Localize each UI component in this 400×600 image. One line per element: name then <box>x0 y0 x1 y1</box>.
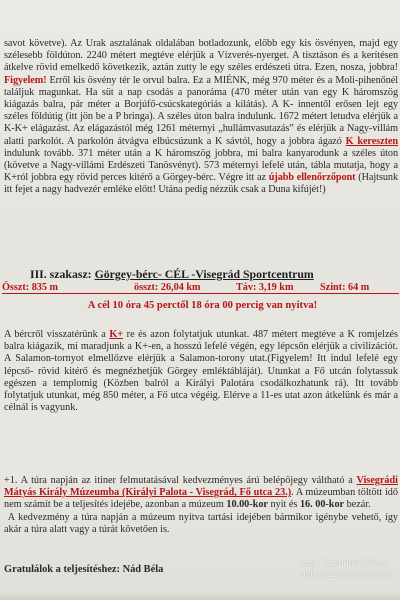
warning-text: Figyelem! <box>4 74 47 86</box>
section-3-header <box>2 267 375 311</box>
closing-time: 16. 00-kor <box>299 499 345 511</box>
opening-time: 10.00-kor <box>226 499 268 511</box>
route-paragraph <box>4 38 398 197</box>
paragraph-text: (Hajtsunk itt fejet a nagy hadvezér emléke előtt! Utána pedig nézzük csak a Duna kifújét!) <box>4 172 398 196</box>
route-paragraph: A bércről visszatérünk a K+ re és azon folytatjuk utunkat. 487 métert megtéve a K romjelzés balra kiágazik, mi maradjunk a K+-en, a hosszú lefelé végén, egy lépcsőn elérjük a civilizációt. A Salamon-tornyot elmellőzve elérjük a Salamon-torony utat.(Figyelem! Itt indul lefelé egy lépcső- rövid kitérő és megnézhetjük Görgey emléktábláját). Utunkat a Fő utcán folytassuk egészen a templomig (Közben balról a Királyi Palotára csodálkozhatunk rá). Itt tovább folytatjuk utunkat, még 850 méter, a Fő utca végéig. Elérve a 11-es utat azon átkelünk és már a célnál is vagyunk. <box>4 329 399 414</box>
stats-underline <box>2 293 399 294</box>
paragraph-text: savot követve). Az Urak asztalának oldalában botladozunk, előbb egy kis ösvényen, majd egy szélesebb földúton. 2240 métert megtéve elérjük a Vízverés-nyerget. A tisztáson és a kerítésen átkelve rövid emelkedő következik, aztán zutty le egy széles erdészeti útra. Ezen, nosza, jobbra! <box>4 38 398 74</box>
watermark-url: http://szendreigabor.hu <box>300 569 392 579</box>
stat-total: Összt: 835 m <box>2 282 59 293</box>
route-description-section-3 <box>4 329 398 414</box>
watermark-credit: fotó : Szendrei Gábor <box>300 558 386 568</box>
museum-paragraph: +1. A túra napján az itiner felmutatásával kedvezményes árú belépőjegy váltható a Visegrádi Mátyás Király Múzeumba (Királyi Palota - Visegrád, Fő utca 23.). A múzeumban töltött idő nem számít be a teljesítés idejébe, azonban a múzeum 10.00-kor nyit és 16. 00-kor bezár. <box>4 475 398 511</box>
route-description-section-2 <box>4 38 398 197</box>
stat-distance: Táv: 3,19 km <box>236 282 294 293</box>
paragraph-text: Erről kis ösvény tér le orvul balra. Ez a MIÉNK, még 970 méter és a Moli-pihenőnél találjuk magunkat. Ha süt a nap csodás a panoráma (470 méter után van egy K háromszög kiágazás balra, pár méter a Borjúfő-csúcskategóriás a kilátás). A K- innentől erősen lejt egy széles földútig (itt jön be a P bringa). A széles úton balra indulunk. 1672 métert letudva elérjük a K-K+ elágazást. Az elágazástól még 1261 méternyi „hullámvasutazás” és elérjük a Nagy-villám alatti parkolót. A parkolón átvágva elbúcsúzunk a K sávtól, hogy a jobbra ágazó <box>4 74 398 147</box>
signoff: Gratulálok a teljesítéshez: Nád Béla <box>4 564 164 575</box>
paragraph-text: indulunk tovább. 371 méter után a K háromszög jobbra, mi balra kanyarodunk a széles úton (követve a Nagy-villámi Erdészeti Tanösvényt). 573 méternyi lefelé után, tábla mutatja, hogy a K+ról jobbra egy rövid perces kitérő a Görgey-bérc. Végre itt az <box>4 147 398 184</box>
museum-note <box>4 475 398 536</box>
stat-level: Szint: 64 m <box>320 282 370 293</box>
trail-mark-text: K+ <box>109 329 124 340</box>
museum-paragraph: A kedvezmény a túra napján a múzeum nyitva tartási idejében bármikor igénybe vehető, így akár a túra alatt vagy a túrát követően is. <box>4 511 399 535</box>
section-title: III. szakasz: Görgey-bérc- CÉL -Visegrád Sportcentrum <box>30 267 314 281</box>
checkpoint-text: újabb ellenőrzőpont <box>268 172 356 184</box>
section-stats <box>2 282 375 295</box>
museum-name: Visegrádi Mátyás Király Múzeumba (Királyi Palota - Visegrád, Fő utca 23.) <box>4 475 398 499</box>
trail-mark-text: K kereszten <box>345 135 398 147</box>
paper-edge-shadow <box>0 592 400 600</box>
stat-total-sum: összt: 26,04 km <box>134 282 201 293</box>
finish-opening-note: A cél 10 óra 45 perctől 18 óra 00 percig van nyitva! <box>87 300 318 311</box>
photo-watermark <box>300 558 392 580</box>
